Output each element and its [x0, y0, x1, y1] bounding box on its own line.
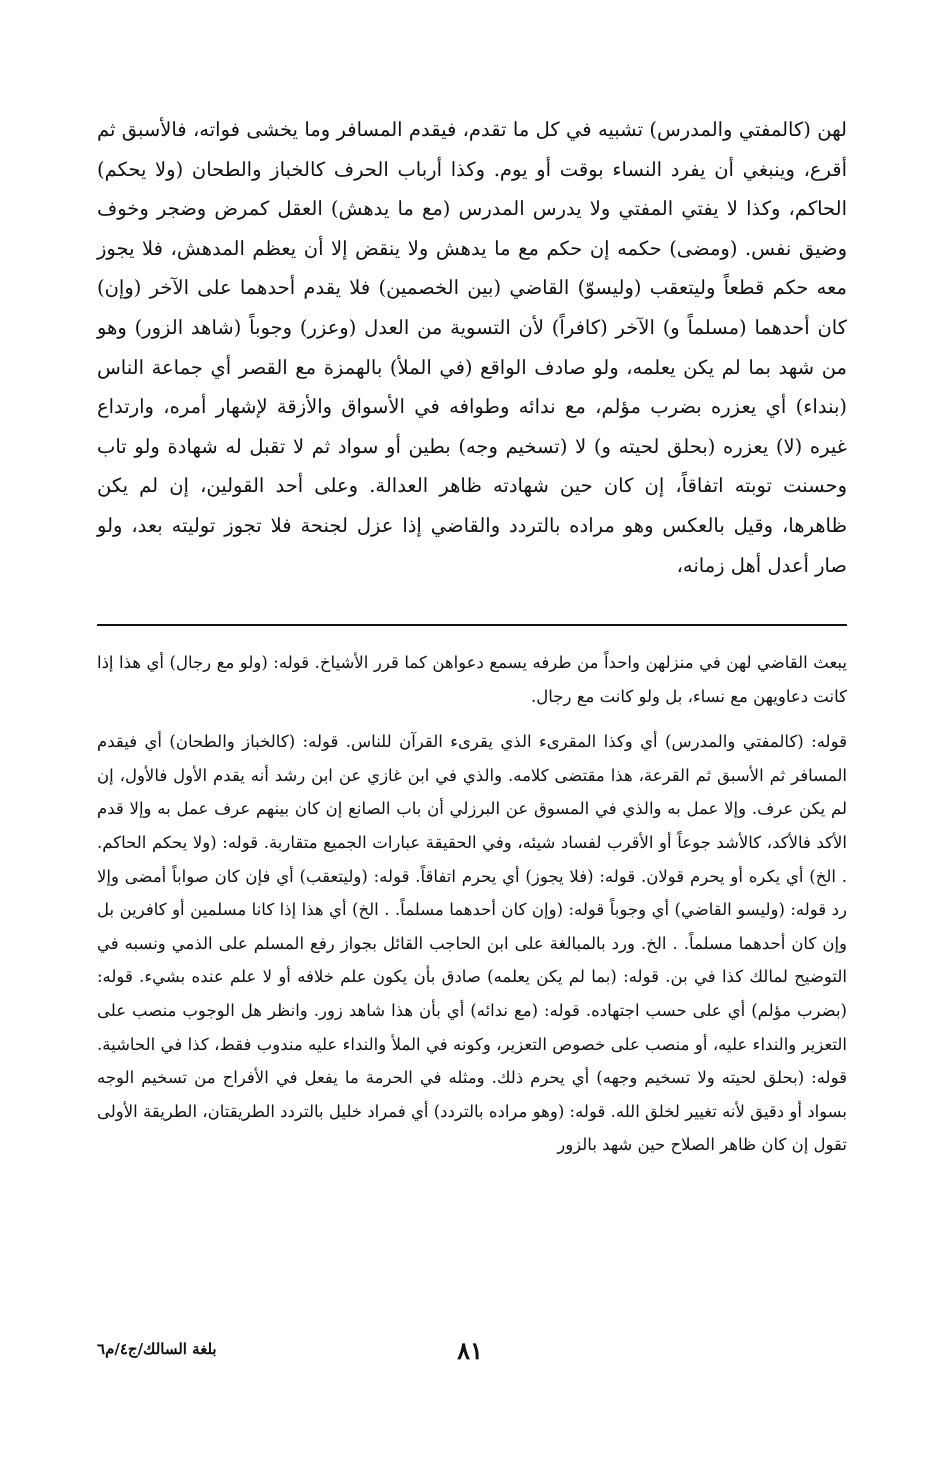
footnote-divider	[97, 624, 847, 626]
signature-mark: بلغة السالك/ج٤/م٦	[97, 1340, 217, 1358]
footnote-paragraph-1: يبعث القاضي لهن في منزلهن واحداً من طرفه يسمع دعواهن كما قرر الأشياخ. قوله: (ولو مع رجال) أي هذا إذا كانت دعاويهن مع نساء، بل ولو كانت مع رجال.	[97, 653, 847, 706]
main-paragraph: لهن (كالمفتي والمدرس) تشبيه في كل ما تقدم، فيقدم المسافر وما يخشى فواته، فالأسبق ثم أقرع، وينبغي أن يفرد النساء بوقت أو يوم. وكذا أرباب الحرف كالخباز والطحان (ولا يحكم) الحاكم، وكذا لا يفتي المفتي ولا يدرس المدرس (مع ما يدهش) العقل كمرض وضجر وخوف وضيق نفس. (ومضى) حكمه إن حكم مع ما يدهش ولا ينقض إلا أن يعظم المدهش، فلا يجوز معه حكم قطعاً وليتعقب (وليسوّ) القاضي (بين الخصمين) فلا يقدم أحدهما على الآخر (وإن) كان أحدهما (مسلماً و) الآخر (كافراً) لأن التسوية من العدل (وعزر) وجوباً (شاهد الزور) وهو من شهد بما لم يكن يعلمه، ولو صادف الواقع (في الملأ) بالهمزة مع القصر أي جماعة الناس (بنداء) أي يعزره بضرب مؤلم، مع ندائه وطوافه في الأسواق والأزقة لإشهار أمره، وارتداع غيره (لا) يعزره (بحلق لحيته و) لا (تسخيم وجه) بطين أو سواد ثم لا تقبل له شهادة ولو تاب وحسنت توبته اتفاقاً، إن كان حين شهادته ظاهر العدالة. وعلى أحد القولين، إن لم يكن ظاهرها، وقيل بالعكس وهو مراده بالتردد والقاضي إذا عزل لجنحة فلا تجوز توليته بعد، ولو صار أعدل أهل زمانه،	[97, 118, 847, 577]
footnotes-block	[97, 646, 847, 1162]
main-text-block	[97, 110, 847, 585]
footnote-paragraph-2: قوله: (كالمفتي والمدرس) أي وكذا المقرىء الذي يقرىء القرآن للناس. قوله: (كالخباز والطحان) أي فيقدم المسافر ثم الأسبق ثم القرعة، هذا مقتضى كلامه. والذي في ابن غازي عن ابن رشد أنه يقدم الأول فالأول، إن لم يكن عرف. وإلا عمل به والذي في المسوق عن البرزلي أن باب الصانع إن كان بينهم عرف عمل به وإلا قدم الأكد فالأكد، كالأشد جوعاً أو الأقرب لفساد شيئه، وفي الحقيقة عبارات الجميع متقاربة. قوله: (ولا يحكم الحاكم. . الخ) أي يكره أو يحرم قولان. قوله: (فلا يجوز) أي يحرم اتفاقاً. قوله: (وليتعقب) أي فإن كان صواباً أمضى وإلا رد قوله: (وليسو القاضي) أي وجوباً قوله: (وإن كان أحدهما مسلماً. . الخ) أي هذا إذا كانا مسلمين أو كافرين بل وإن كان أحدهما مسلماً. . الخ. ورد بالمبالغة على ابن الحاجب القائل بجواز رفع المسلم على الذمي ونسبه في التوضيح لمالك كذا في بن. قوله: (بما لم يكن يعلمه) صادق بأن يكون علم خلافه أو لا علم عنده بشيء. قوله: (بضرب مؤلم) أي على حسب اجتهاده. قوله: (مع ندائه) أي بأن هذا شاهد زور. وانظر هل الوجوب منصب على التعزير والنداء عليه، أو منصب على خصوص التعزير، وكونه في الملأ والنداء عليه مندوب فقط، كذا في الحاشية. قوله: (بحلق لحيته ولا تسخيم وجهه) أي يحرم ذلك. ومثله في الحرمة ما يفعل في الأفراح من تسخيم الوجه بسواد أو دقيق لأنه تغيير لخلق الله. قوله: (وهو مراده بالتردد) أي فمراد خليل بالتردد الطريقتان، الطريقة الأولى تقول إن كان ظاهر الصلاح حين شهد بالزور	[97, 732, 847, 1155]
page-number: ٨١	[457, 1336, 483, 1365]
